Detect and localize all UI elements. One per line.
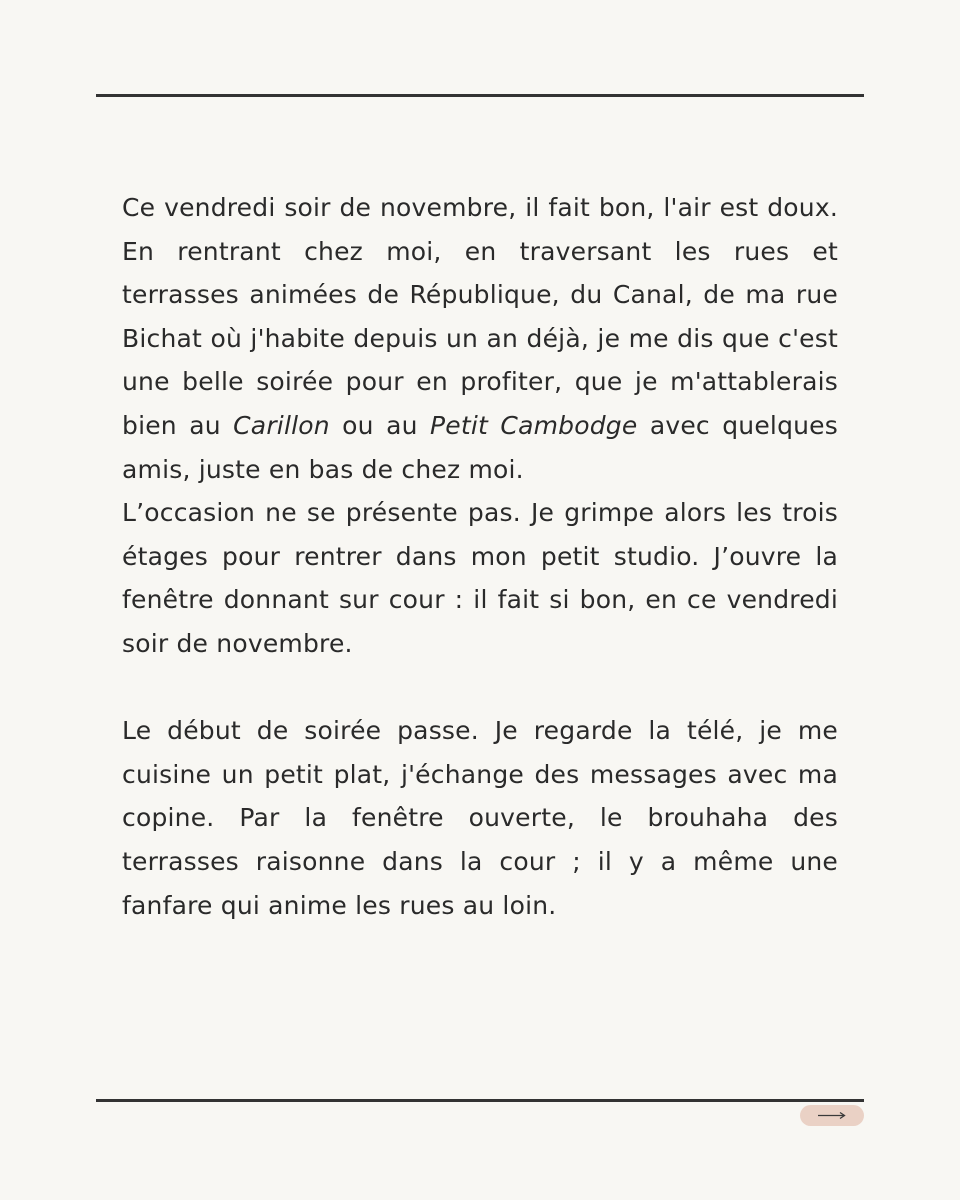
paragraph-3: Le début de soirée passe. Je regarde la télé, je me cuisine un petit plat, j'échange des messages avec ma copine. Par la fenêtre ouverte, le brouhaha des terrasses raisonne dans la cour ; il y a même une fanfare qui anime les rues au loin. — [122, 716, 838, 920]
bottom-divider — [96, 1099, 864, 1102]
next-page-button[interactable] — [800, 1105, 864, 1126]
place-name-petit-cambodge: Petit Cambodge — [430, 410, 638, 440]
arrow-right-icon — [817, 1110, 847, 1121]
top-divider — [96, 94, 864, 97]
paragraph-1-text-a: Ce vendredi soir de novembre, il fait bon, l'air est doux. En rentrant chez moi, en traversant les rues et terrasses animées de République, du Canal, de ma rue Bichat où j'habite depuis un an déjà, je me dis que c'est une belle soirée pour en profiter, que je m'attablerais bien au — [122, 193, 838, 440]
story-text — [122, 186, 838, 927]
paragraph-1-text-b: ou au — [329, 410, 431, 440]
paragraph-1 — [122, 186, 838, 491]
place-name-carillon: Carillon — [233, 410, 330, 440]
paragraph-2: L’occasion ne se présente pas. Je grimpe alors les trois étages pour rentrer dans mon petit studio. J’ouvre la fenêtre donnant sur cour : il fait si bon, en ce vendredi soir de novembre. — [122, 498, 838, 658]
paragraph-1-text-c: avec quelques amis, juste en bas de chez moi. — [122, 410, 838, 484]
